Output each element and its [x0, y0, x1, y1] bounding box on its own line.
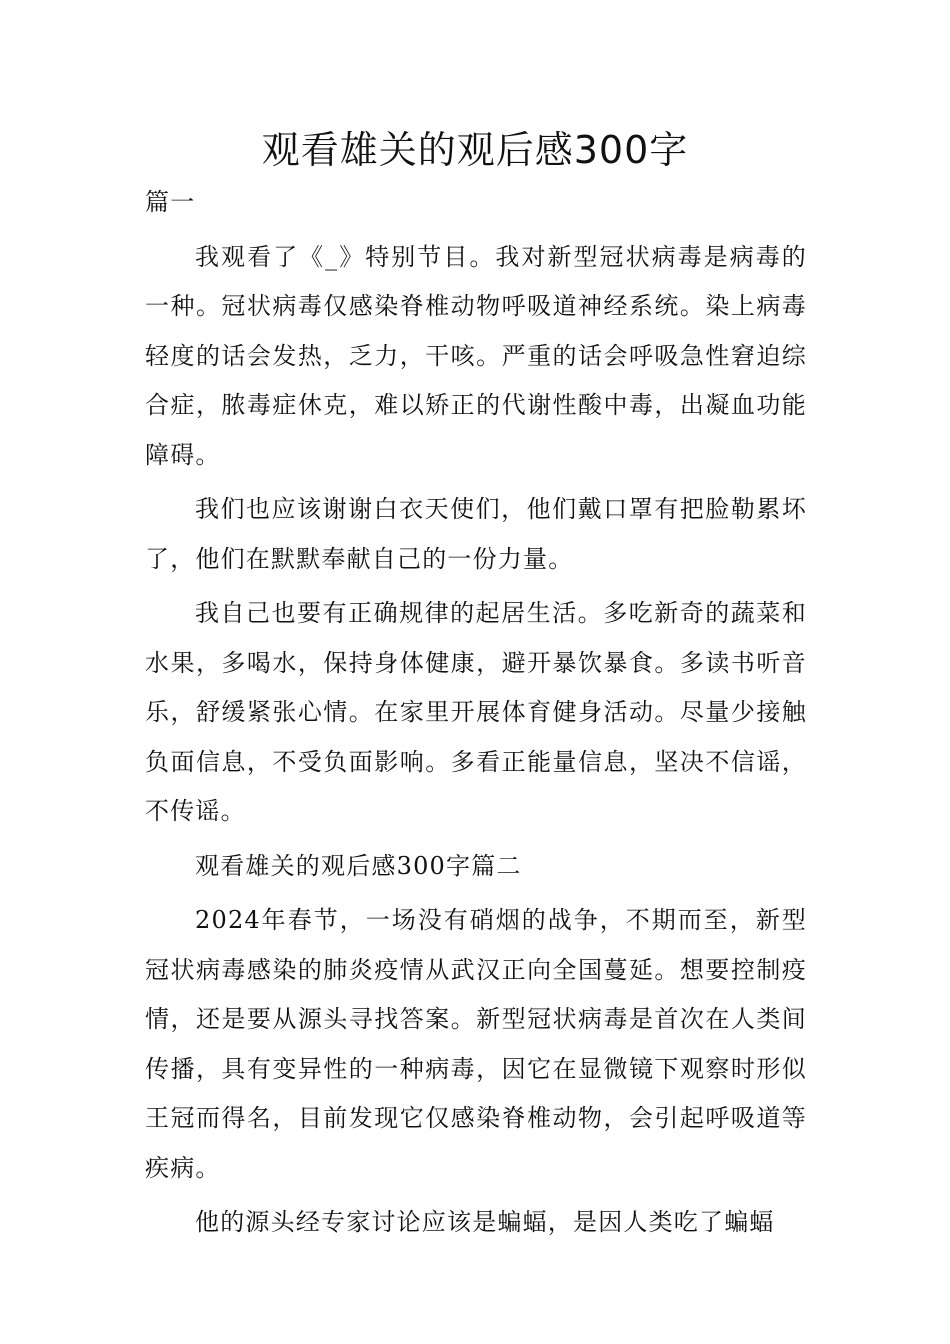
paragraph: 我们也应该谢谢白衣天使们，他们戴口罩有把脸勒累坏了，他们在默默奉献自己的一份力量。 [145, 495, 807, 573]
section-one-label: 篇一 [145, 188, 196, 216]
paragraph: 我自己也要有正确规律的起居生活。多吃新奇的蔬菜和水果，多喝水，保持身体健康，避开暴饮暴食。多读书听音乐，舒缓紧张心情。在家里开展体育健身活动。尽量少接触负面信息，不受负面影响。多看正能量信息，坚决不信谣，不传谣。 [145, 599, 807, 825]
paragraph: 2024年春节，一场没有硝烟的战争，不期而至，新型冠状病毒感染的肺炎疫情从武汉正向全国蔓延。想要控制疫情，还是要从源头寻找答案。新型冠状病毒是首次在人类间传播，具有变异性的一种病毒，因它在显微镜下观察时形似王冠而得名，目前发现它仅感染脊椎动物，会引起呼吸道等疾病。 [145, 906, 807, 1182]
document-title: 观看雄关的观后感300字 [261, 128, 689, 172]
section-two-heading: 观看雄关的观后感300字篇二 [195, 851, 522, 880]
document-body [145, 178, 807, 1253]
paragraph: 他的源头经专家讨论应该是蝙蝠，是因人类吃了蝙蝠 [195, 1208, 775, 1236]
paragraph: 我观看了《_》特别节目。我对新型冠状病毒是病毒的一种。冠状病毒仅感染脊椎动物呼吸道神经系统。染上病毒轻度的话会发热，乏力，干咳。严重的话会呼吸急性窘迫综合症，脓毒症休克，难以矫正的代谢性酸中毒，出凝血功能障碍。 [145, 242, 807, 469]
